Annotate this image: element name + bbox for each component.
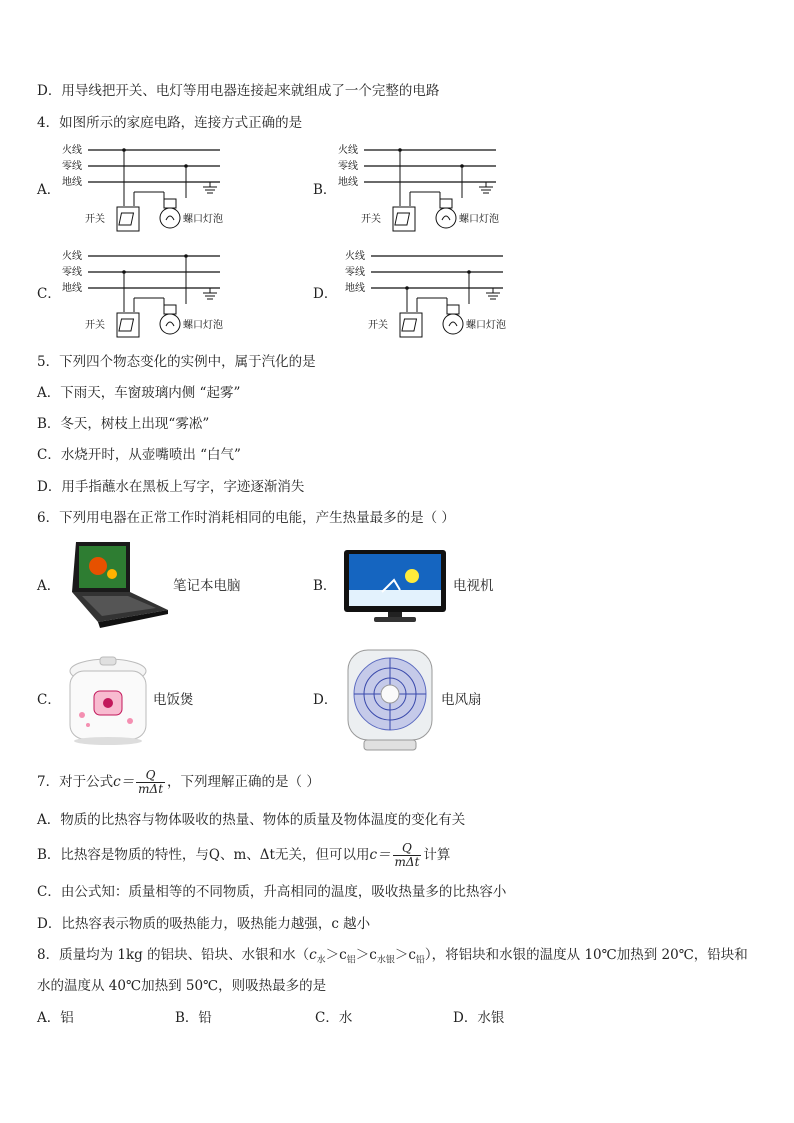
q8-stem-line2: 水的温度从 40℃加热到 50℃，则吸热最多的是 xyxy=(37,978,327,994)
q6-letter-c: C． xyxy=(37,692,61,708)
tv-image xyxy=(342,548,448,626)
q7-option-c: C．由公式知：质量相等的不同物质，升高相同的温度，吸收热量多的比热容小 xyxy=(37,884,507,900)
svg-text:地线: 地线 xyxy=(338,177,358,188)
svg-text:螺口灯泡: 螺口灯泡 xyxy=(183,320,223,331)
q6-letter-d: D． xyxy=(313,692,338,708)
q7-option-a: A．物质的比热容与物体吸收的热量、物体的质量及物体温度的变化有关 xyxy=(37,812,466,828)
svg-text:地线: 地线 xyxy=(62,283,82,294)
laptop-image xyxy=(68,540,170,630)
q4-circuit-b xyxy=(336,140,536,240)
q5-option-a: A．下雨天，车窗玻璃内侧 “起雾” xyxy=(37,385,241,401)
svg-text:零线: 零线 xyxy=(62,161,82,172)
svg-text:螺口灯泡: 螺口灯泡 xyxy=(183,214,223,225)
svg-text:火线: 火线 xyxy=(62,251,82,262)
svg-text:零线: 零线 xyxy=(338,161,358,172)
q6-label-tv: 电视机 xyxy=(453,578,494,594)
svg-text:地线: 地线 xyxy=(345,283,365,294)
q4-letter-d: D． xyxy=(313,286,338,302)
q4-letter-b: B． xyxy=(313,182,337,198)
rice-cooker-image xyxy=(64,655,152,747)
svg-text:螺口灯泡: 螺口灯泡 xyxy=(459,214,499,225)
electric-fan-image xyxy=(344,646,436,754)
svg-text:开关: 开关 xyxy=(85,320,105,331)
q7-option-b: B．比热容是物质的特性，与Q、m、Δt无关，但可以用c＝ $\frac{Q}{\text{mΔt}}$ 计算 xyxy=(37,841,451,869)
svg-text:火线: 火线 xyxy=(62,145,82,156)
svg-text:火线: 火线 xyxy=(345,251,365,262)
q8-option-d: D．水银 xyxy=(453,1010,505,1026)
q5-option-c: C．水烧开时，从壶嘴喷出 “白气” xyxy=(37,447,241,463)
svg-text:开关: 开关 xyxy=(85,214,105,225)
svg-text:地线: 地线 xyxy=(62,177,82,188)
q4-stem: 4．如图所示的家庭电路，连接方式正确的是 xyxy=(37,115,303,131)
svg-text:零线: 零线 xyxy=(345,267,365,278)
q8-stem-line1: 8．质量均为 1kg 的铝块、铅块、水银和水$(c_水>c_铝>c_{水银}>c_铅)$，将铝块和水银的温度从 10℃加热到 20℃，铅块和 xyxy=(37,947,748,966)
q6-letter-a: A． xyxy=(37,578,61,594)
q5-option-d: D．用手指蘸水在黑板上写字，字迹逐渐消失 xyxy=(37,479,305,495)
q4-circuit-a xyxy=(60,140,260,240)
svg-text:开关: 开关 xyxy=(361,214,381,225)
q4-letter-c: C． xyxy=(37,286,61,302)
q7-option-d: D．比热容表示物质的吸热能力，吸热能力越强，c 越小 xyxy=(37,916,371,932)
q6-letter-b: B． xyxy=(313,578,337,594)
q8-option-a: A．铝 xyxy=(37,1010,74,1026)
q6-stem: 6．下列用电器在正常工作时消耗相同的电能，产生热量最多的是（ ） xyxy=(37,510,455,526)
q4-letter-a: A． xyxy=(37,182,61,198)
q5-option-b: B．冬天，树枝上出现“雾凇” xyxy=(37,416,210,432)
svg-text:螺口灯泡: 螺口灯泡 xyxy=(466,320,506,331)
q8-option-b: B．铅 xyxy=(175,1010,212,1026)
q4-circuit-d xyxy=(343,246,543,346)
q7-stem: 7．对于公式c＝ $\frac{Q}{\text{mΔt}}$ ，下列理解正确的是（ ） xyxy=(37,768,320,796)
q7-formula: $\frac{Q}{\text{mΔt}}$ xyxy=(138,768,164,796)
q5-stem: 5．下列四个物态变化的实例中，属于汽化的是 xyxy=(37,354,316,370)
q8-option-c: C．水 xyxy=(315,1010,353,1026)
q3-option-d: D．用导线把开关、电灯等用电器连接起来就组成了一个完整的电路 xyxy=(37,83,440,99)
svg-text:火线: 火线 xyxy=(338,145,358,156)
svg-text:零线: 零线 xyxy=(62,267,82,278)
svg-text:开关: 开关 xyxy=(368,320,388,331)
q6-label-rice-cooker: 电饭煲 xyxy=(153,692,194,708)
q4-circuit-c xyxy=(60,246,260,346)
q6-label-fan: 电风扇 xyxy=(441,692,482,708)
q6-label-laptop: 笔记本电脑 xyxy=(173,578,241,594)
